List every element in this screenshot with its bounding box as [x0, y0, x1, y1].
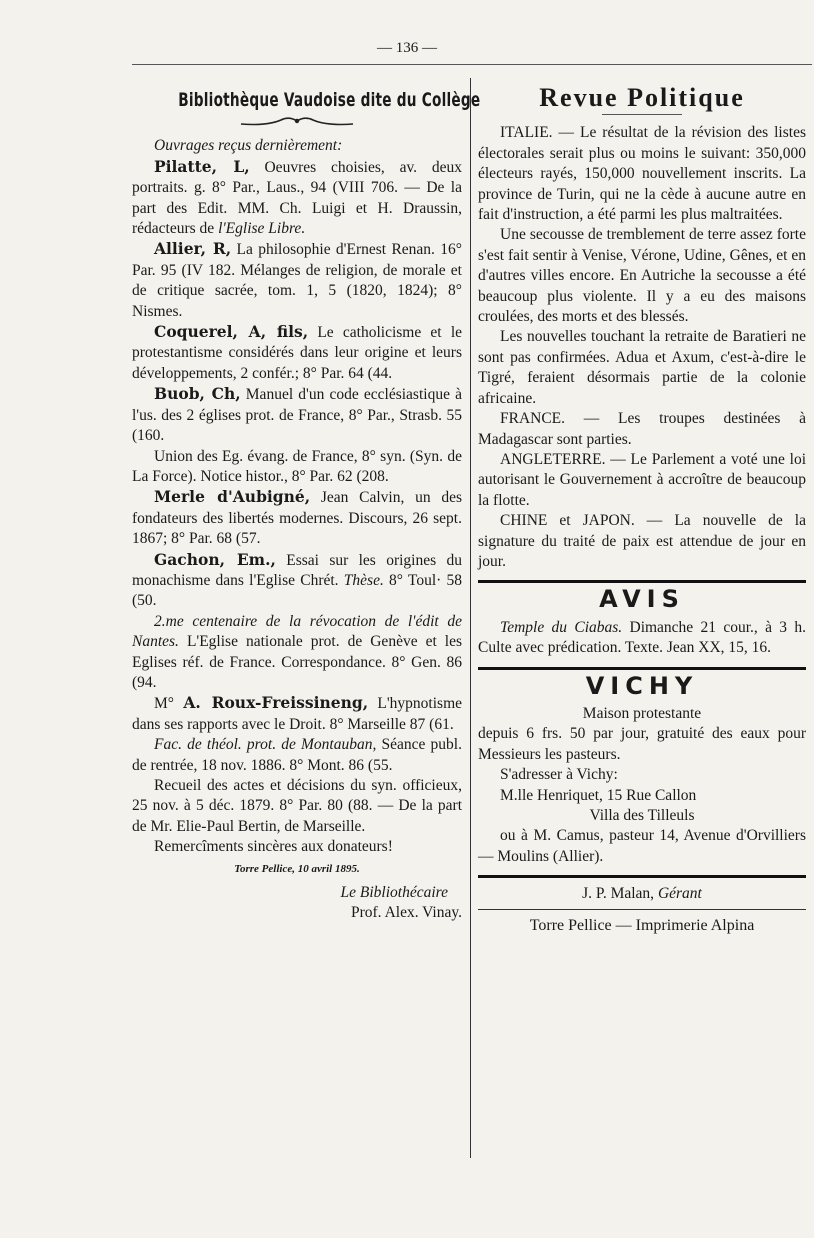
library-heading: Bibliothèque Vaudoise dite du Collège — [178, 89, 481, 111]
entry-centenaire: 2.me centenaire de la révocation de l'édit de Nantes. L'Eglise nationale prot. de Genève et les Eglises réf. de France. Correspondance. 8° Gen. 86 (94. — [132, 612, 462, 691]
news-angleterre: ANGLETERRE. — Le Parlement a voté une loi autorisant le Gouvernement à accroître de beaucoup la flotte. — [478, 450, 806, 509]
header-rule — [132, 64, 812, 65]
entry-roux: M° A. Roux-Freissineng, L'hypnotisme dans ses rapports avec le Droit. 8° Marseille 87 (61. — [132, 693, 463, 733]
entry-recueil: Recueil des actes et décisions du syn. officieux, 25 nov. à 5 déc. 1879. 8° Par. 80 (88. — De la part de Mr. Elie-Paul Bertin, de Marseille. — [132, 777, 462, 835]
news-baratieri: Les nouvelles touchant la retraite de Baratieri ne sont pas confirmées. Adua et Axum, c'est-à-dire le Tigré, feraient désormais partie de la colonie africaine. — [478, 328, 806, 407]
ornament-icon — [237, 114, 357, 128]
footer-rule — [478, 909, 806, 910]
signature-title: Le Bibliothécaire — [340, 884, 448, 902]
right-column — [478, 83, 807, 936]
vichy-title: VICHY — [585, 671, 699, 700]
vichy-address-3: ou à M. Camus, pasteur 14, Avenue d'Orvilliers — Moulins (Allier). — [478, 827, 806, 865]
politics-heading: Revue Politique — [539, 83, 745, 112]
avis-text: Temple du Ciabas. Dimanche 21 cour., à 3 h. Culte avec prédication. Texte. Jean XX, 15, 16. — [478, 618, 807, 657]
vichy-address-intro: S'adresser à Vichy: — [500, 766, 618, 784]
news-chine-japon: CHINE et JAPON. — La nouvelle de la signature du traité de paix est attendue de jour en jour. — [478, 512, 806, 570]
column-divider — [470, 78, 471, 1158]
entry-coquerel: Coquerel, A, fils, Le catholicisme et le protestantisme considérés dans leur origine et leurs développements, 2 confér.; 8° Par. 64 (44. — [132, 322, 463, 382]
news-earthquake: Une secousse de tremblement de terre assez forte s'est fait sentir à Venise, Vérone, Udine, Gênes, et en d'autres villes encore. En Autriche la secousse a été beaucoup plus violente. Il y a eu des maisons croulées, des morts et des blessés. — [478, 226, 806, 326]
left-column — [132, 88, 481, 924]
page-number: — 136 — — [377, 40, 437, 56]
entry-merle: Merle d'Aubigné, Jean Calvin, un des fondateurs des libertés modernes. Discours, 26 sept. 1867; 8° Par. 68 (57. — [132, 487, 462, 548]
entry-gachon: Gachon, Em., Essai sur les origines du monachisme dans l'Eglise Chrét. Thèse. 8° Toul· 58 (50. — [132, 549, 462, 610]
gerant-line: J. P. Malan, Gérant — [582, 885, 702, 903]
signature-name: Prof. Alex. Vinay. — [350, 904, 462, 922]
section-rule — [478, 875, 806, 878]
vichy-text: depuis 6 frs. 50 par jour, gratuité des eaux pour Messieurs les pasteurs. — [478, 725, 806, 763]
subheading: Ouvrages reçus dernièrement: — [154, 137, 343, 155]
news-italie: ITALIE. — Le résultat de la révision des listes électorales serait plus ou moins le suivant: 350,000 électeurs rayés, 150,000 nouvellement inscrits. La province de Turin, qui ne la cède à aucune autre en fait d'instruction, a été parmi les plus maltraitées. — [478, 124, 806, 224]
vichy-address-2: Villa des Tilleuls — [589, 807, 695, 824]
vichy-address-1: M.lle Henriquet, 15 Rue Callon — [500, 786, 697, 804]
section-rule — [478, 580, 806, 583]
entry-allier: Allier, R, La philosophie d'Ernest Renan. 16° Par. 95 (IV 182. Mélanges de religion, de morale et de critique sacrée, tom. 1, 5 (1820, 1824); 8° Nismes. — [132, 239, 462, 320]
avis-title: AVIS — [599, 585, 685, 614]
news-france: FRANCE. — Les troupes destinées à Madagascar sont parties. — [478, 410, 806, 448]
vichy-subtitle: Maison protestante — [582, 704, 702, 722]
entry-buob: Buob, Ch, Manuel d'un code ecclésiastique à l'us. des 2 églises prot. de France, 8° Par., Strasb. 55 (160. — [132, 384, 462, 445]
entry-faculte: Fac. de théol. prot. de Montauban, Séance publ. de rentrée, 18 nov. 1886. 8° Mont. 86 (55. — [132, 736, 462, 774]
thanks: Remercîments sincères aux donateurs! — [154, 838, 393, 856]
entry-union: Union des Eg. évang. de France, 8° syn. (Syn. de La Force). Notice histor., 8° Par. 62 (208. — [132, 447, 462, 485]
heading-rule — [602, 114, 682, 115]
entry-pilatte: Pilatte, L, Oeuvres choisies, av. deux portraits. g. 8° Par., Laus., 94 (VIII 706. — De la part des Edit. MM. Ch. Luigi et H. Draussin, rédacteurs de l'Eglise Libre. — [132, 156, 462, 238]
section-rule — [478, 667, 806, 670]
imprint: Torre Pellice — Imprimerie Alpina — [529, 916, 755, 934]
dateline: Torre Pellice, 10 avril 1895. — [234, 862, 360, 875]
